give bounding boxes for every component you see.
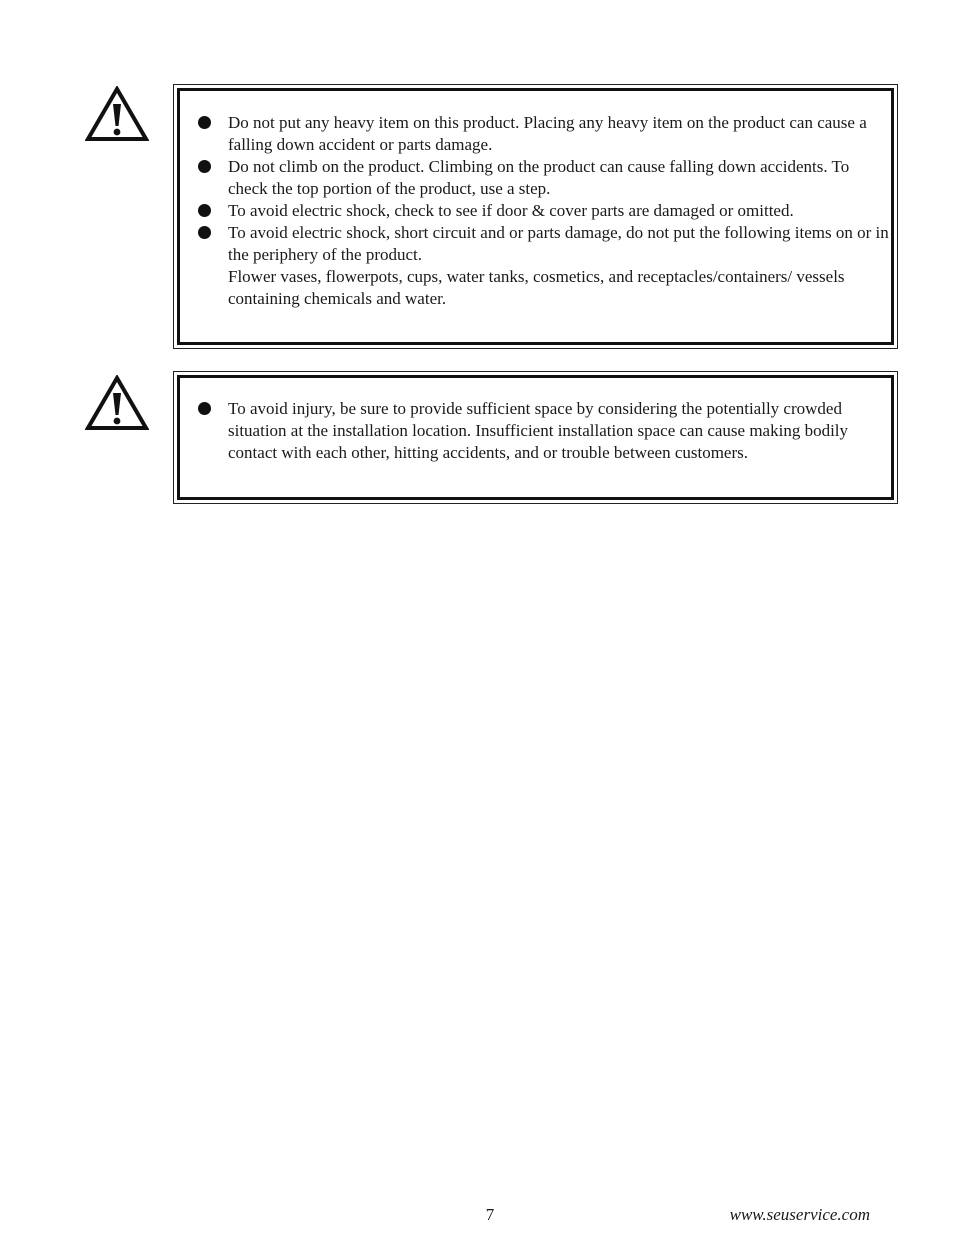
warning-box-2 xyxy=(173,371,898,504)
warning-triangle-icon xyxy=(85,86,149,142)
warning-text: To avoid injury, be sure to provide sufficient space by considering the potentially crowded situation at the installation location. Insufficient installation space can cause making bodily contact with each other, hitting accidents, and or trouble between customers. xyxy=(228,399,849,462)
warning-box-2-inner xyxy=(177,375,894,500)
bullet-icon xyxy=(198,116,211,129)
bullet-icon xyxy=(198,226,211,239)
list-item xyxy=(180,398,891,464)
bullet-icon xyxy=(198,160,211,173)
warning-list-2 xyxy=(180,398,891,464)
warning-box-1-inner xyxy=(177,88,894,345)
page-number: 7 xyxy=(485,1205,495,1224)
warning-text: To avoid electric shock, short circuit and or parts damage, do not put the following items on or in the periphery of the product. xyxy=(228,223,889,264)
warning-text: To avoid electric shock, check to see if door & cover parts are damaged or omitted. xyxy=(228,201,794,220)
list-item xyxy=(180,222,891,310)
bullet-icon xyxy=(198,204,211,217)
warning-list-1 xyxy=(180,112,891,310)
list-item xyxy=(180,156,891,200)
warning-text: Do not put any heavy item on this product. Placing any heavy item on the product can cause a falling down accident or parts damage. xyxy=(228,113,867,154)
warning-box-1 xyxy=(173,84,898,349)
warning-triangle-icon xyxy=(85,375,149,431)
website-url: www.seuservice.com xyxy=(729,1205,870,1224)
warning-text: Do not climb on the product. Climbing on the product can cause falling down accidents. To check the top portion of the product, use a step. xyxy=(228,157,850,198)
bullet-icon xyxy=(198,402,211,415)
list-item xyxy=(180,112,891,156)
list-item xyxy=(180,200,891,222)
warning-extra-text: Flower vases, flowerpots, cups, water tanks, cosmetics, and receptacles/containers/ vessels containing chemicals and water. xyxy=(228,267,845,308)
